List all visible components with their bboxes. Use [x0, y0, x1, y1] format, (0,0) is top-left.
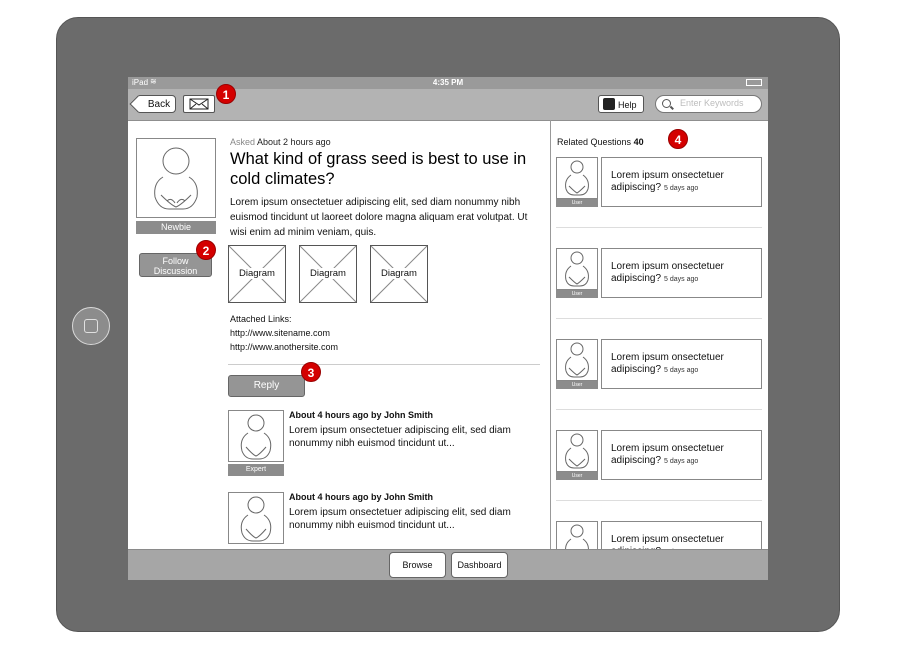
home-square-icon: [84, 319, 98, 333]
person-icon: [557, 158, 597, 198]
envelope-icon: [184, 96, 214, 112]
battery-icon: [746, 79, 762, 86]
attached-link[interactable]: http://www.anothersite.com: [230, 342, 339, 352]
callout-marker: 1: [216, 84, 236, 104]
person-icon: [557, 249, 597, 289]
related-heading: [557, 137, 644, 147]
person-icon: [229, 411, 283, 461]
browse-button[interactable]: Browse: [389, 552, 446, 578]
related-question-item[interactable]: [556, 430, 762, 482]
person-icon: [137, 139, 215, 217]
reply-button[interactable]: Reply: [228, 375, 305, 397]
asked-time: About 2 hours ago: [257, 137, 331, 147]
related-avatar: [556, 430, 598, 472]
divider: [556, 318, 762, 319]
related-badge: User: [556, 472, 598, 480]
follow-discussion-button[interactable]: Follow Discussion: [139, 253, 212, 277]
attached-links: [230, 312, 338, 354]
person-icon: [557, 431, 597, 471]
related-question-text: Lorem ipsum onsectetuer adipiscing?: [611, 261, 724, 284]
reply-item: [228, 410, 548, 480]
related-question-text: Lorem ipsum onsectetuer: [611, 534, 724, 545]
reply-badge: Expert: [228, 464, 284, 476]
mail-button[interactable]: [183, 95, 215, 113]
reply-avatar: [228, 410, 284, 462]
home-button[interactable]: [72, 307, 110, 345]
callout-marker: 3: [301, 362, 321, 382]
related-question-box[interactable]: [601, 339, 762, 389]
related-question-text: Lorem ipsum onsectetuer adipiscing?: [611, 170, 724, 193]
reply-avatar: [228, 492, 284, 544]
related-question-text: Lorem ipsum onsectetuer adipiscing?: [611, 352, 724, 375]
person-icon: [229, 493, 283, 543]
related-avatar: [556, 339, 598, 381]
related-questions-panel: [550, 120, 768, 549]
callout-marker: 4: [668, 129, 688, 149]
reply-text: Lorem ipsum onsectetuer adipiscing elit, sed diam nonummy nibh euismod tincidunt ut...: [289, 425, 511, 449]
related-question-ago: 5 days ago: [664, 367, 699, 374]
diagram-label: Diagram: [371, 268, 427, 279]
diagram-label: Diagram: [300, 268, 356, 279]
back-label: Back: [147, 99, 171, 110]
reply-header: About 4 hours ago by John Smith: [289, 410, 433, 420]
divider: [228, 364, 540, 365]
help-label: Help: [618, 100, 637, 110]
related-question-text: Lorem ipsum onsectetuer adipiscing?: [611, 443, 724, 466]
asked-prefix: Asked: [230, 137, 256, 147]
related-question-box[interactable]: [601, 430, 762, 480]
callout-marker: 2: [196, 240, 216, 260]
related-question-box[interactable]: [601, 248, 762, 298]
related-badge: User: [556, 290, 598, 298]
search-icon: [662, 99, 671, 108]
diagram-label: Diagram: [229, 268, 285, 279]
carrier-label: iPad: [132, 78, 149, 87]
related-question-item[interactable]: [556, 248, 762, 300]
author-badge: Newbie: [136, 221, 216, 234]
back-button[interactable]: [136, 95, 176, 113]
wifi-icon: ≋: [150, 77, 157, 86]
status-time: 4:35 PM: [432, 78, 464, 87]
related-label: Related Questions: [557, 137, 632, 147]
question-title: What kind of grass seed is best to use in cold climates?: [230, 150, 527, 188]
divider: [556, 409, 762, 410]
related-avatar: [556, 248, 598, 290]
search-input[interactable]: [678, 97, 762, 109]
divider: [556, 500, 762, 501]
reply-text: Lorem ipsum onsectetuer adipiscing elit, sed diam nonummy nibh euismod tincidunt ut...: [289, 507, 511, 531]
diagram-image[interactable]: [228, 245, 286, 303]
diagram-image[interactable]: [299, 245, 357, 303]
author-avatar: [136, 138, 216, 218]
dashboard-button[interactable]: Dashboard: [451, 552, 508, 578]
related-question-box[interactable]: [601, 157, 762, 207]
help-button[interactable]: [598, 95, 644, 113]
screen: [128, 77, 768, 579]
related-question-item[interactable]: [556, 339, 762, 391]
related-question-ago: 5 days ago: [664, 185, 699, 192]
search-box[interactable]: [655, 95, 762, 113]
question-panel: [128, 120, 550, 549]
related-badge: User: [556, 381, 598, 389]
asked-line: [230, 137, 331, 147]
related-badge: User: [556, 199, 598, 207]
phone-icon: [603, 98, 615, 110]
reply-header: About 4 hours ago by John Smith: [289, 492, 433, 502]
related-count: 40: [633, 137, 644, 147]
links-label: Attached Links:: [230, 314, 292, 324]
related-avatar: [556, 157, 598, 199]
bottom-toolbar: [128, 549, 768, 580]
person-icon: [557, 340, 597, 380]
divider: [556, 227, 762, 228]
diagram-image[interactable]: [370, 245, 428, 303]
related-question-ago: 5 days ago: [664, 458, 699, 465]
related-question-item[interactable]: [556, 157, 762, 209]
related-question-ago: 5 days ago: [664, 276, 699, 283]
attached-link[interactable]: http://www.sitename.com: [230, 328, 331, 338]
question-body: Lorem ipsum onsectetuer adipiscing elit, sed diam nonummy nibh euismod tincidunt ut laoreet dolore magna aliquam erat volutpat. Ut wisi enim ad minim veniam, quis.: [230, 197, 528, 238]
